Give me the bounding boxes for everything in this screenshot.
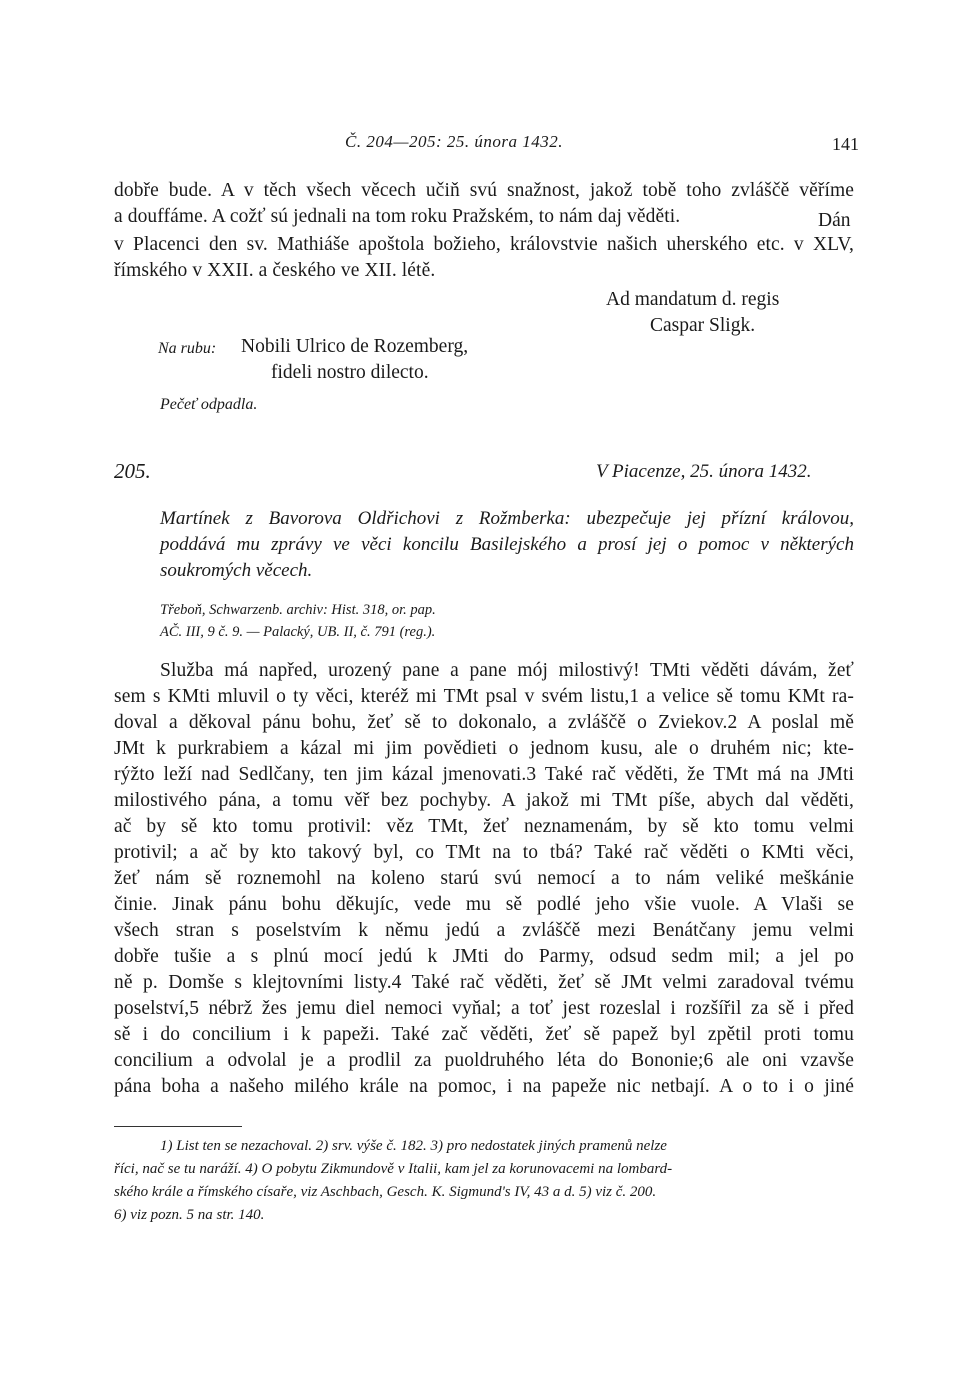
prev-letter-line: a douffáme. A cožť sú jednali na tom roku Pražském, to nám daj věděti. (114, 206, 681, 227)
source-line: AČ. III, 9 č. 9. — Palacký, UB. II, č. 791 (reg.). (160, 624, 436, 640)
body-line: ně p. Domše s klejtovními listy.4 Také rač věděti, žeť sě JMt velmi zaradoval tvému (114, 972, 854, 993)
body-line: JMt k purkrabiem a kázal mi jim povědieti o jednom kusu, ale o druhém nic; kte- (114, 738, 854, 759)
prev-letter-line: v Placenci den sv. Mathiáše apoštola božieho, královstvie našich uherského etc. v XLV, (114, 234, 854, 255)
body-line: dobře tušie a s plnú mocí jedú k JMti do Parmy, odsud sedm mil; a jel po (114, 946, 854, 967)
body-line: sem s KMti mluvil o ty věci, kteréž mi TMt psal v svém listu,1 a velice sě tomu KMt ra- (114, 686, 854, 707)
body-line: všech stran s poselstvím k němu jedú a zvláščě mezi Benátčany jemu velmi (114, 920, 854, 941)
body-line: rýžto leží nad Sedlčany, ten jim kázal jmenovati.3 Také rač věděti, že TMt má na JMti (114, 764, 854, 785)
document-place-date: V Piacenze, 25. února 1432. (596, 461, 812, 482)
body-line: poselství,5 nébrž žes jemu diel nemoci vyňal; a toť jest rozeslal i rozšířil za sě i před (114, 998, 854, 1019)
verso-label: Na rubu: (158, 340, 217, 357)
document-number: 205. (114, 459, 151, 483)
body-line: doval a děkoval pánu bohu, žeť sě to dokonalo, a zvláščě o Zviekov.2 A poslal mě (114, 712, 854, 733)
body-line: Služba má napřed, urozený pane a pane mój milostivý! TMti věděti dávám, žeť (160, 660, 854, 681)
footnote-line: 1) List ten se nezachoval. 2) srv. výše č. 182. 3) pro nedostatek jiných pramenů nelze (160, 1138, 667, 1154)
prev-letter-line: dobře bude. A v těch všech věcech učiň svú snažnost, jakož tobě toho zvláščě věříme (114, 180, 854, 201)
footnote-rule (114, 1126, 242, 1127)
page-number: 141 (832, 134, 859, 154)
body-line: ač by sě kto tomu protivil: věz TMt, žeť neznamenám, by sě kto tomu velmi (114, 816, 854, 837)
body-line: pána boha a našeho milého krále na pomoc, i na papeže nic netbají. A o to i o jiné (114, 1076, 854, 1097)
source-line: Třeboň, Schwarzenb. archiv: Hist. 318, or. pap. (160, 602, 436, 618)
body-line: protivil; a ač by kto takový byl, co TMt na to tbá? Také rač věděti o KMti věci, (114, 842, 854, 863)
body-line: žeť nám sě roznemohl na koleno starú svú nemocí a to nám veliké meškánie (114, 868, 854, 889)
prev-letter-dan: Dán (818, 210, 851, 231)
body-line: milostivého pána, a tomu věř bez pochyby. A jakož mi TMt píše, abych dal věděti, (114, 790, 854, 811)
body-line: činie. Jinak pánu bohu děkujíc, vede mu sě podlé jeho všie vuole. A Vlaši se (114, 894, 854, 915)
footnote-line: 6) viz pozn. 5 na str. 140. (114, 1207, 265, 1223)
mandate-signature: Caspar Sligk. (650, 315, 756, 336)
verso-address: fideli nostro dilecto. (271, 362, 429, 383)
body-line: sě i do concilium i k papeži. Také zač věděti, žeť sě papež byl zpětil proti tomu (114, 1024, 854, 1045)
summary-line: poddává mu zprávy ve věci koncilu Basilejského a prosí jej o pomoc v některých (160, 534, 854, 555)
mandate-line: Ad mandatum d. regis (606, 289, 780, 310)
footnote-line: říci, nač se tu naráží. 4) O pobytu Zikmundově v Italii, kam jel za korunovacemi na lombard- (114, 1161, 673, 1177)
running-header: Č. 204—205: 25. února 1432. (345, 132, 563, 151)
verso-address: Nobili Ulrico de Rozemberg, (241, 336, 469, 357)
prev-letter-line: římského v XXII. a českého ve XII. létě. (114, 260, 436, 281)
footnote-line: ského krále a římského císaře, viz Aschbach, Gesch. K. Sigmund's IV, 43 a d. 5) viz č. 200. (114, 1184, 657, 1200)
summary-line: soukromých věcech. (160, 560, 313, 581)
summary-line: Martínek z Bavorova Oldřichovi z Rožmberka: ubezpečuje jej přízní královou, (160, 508, 854, 529)
body-line: concilium a odvolal je a prodlil za puoldruhého léta do Bononie;6 ale oni vzavše (114, 1050, 854, 1071)
seal-note: Pečeť odpadla. (160, 396, 258, 413)
